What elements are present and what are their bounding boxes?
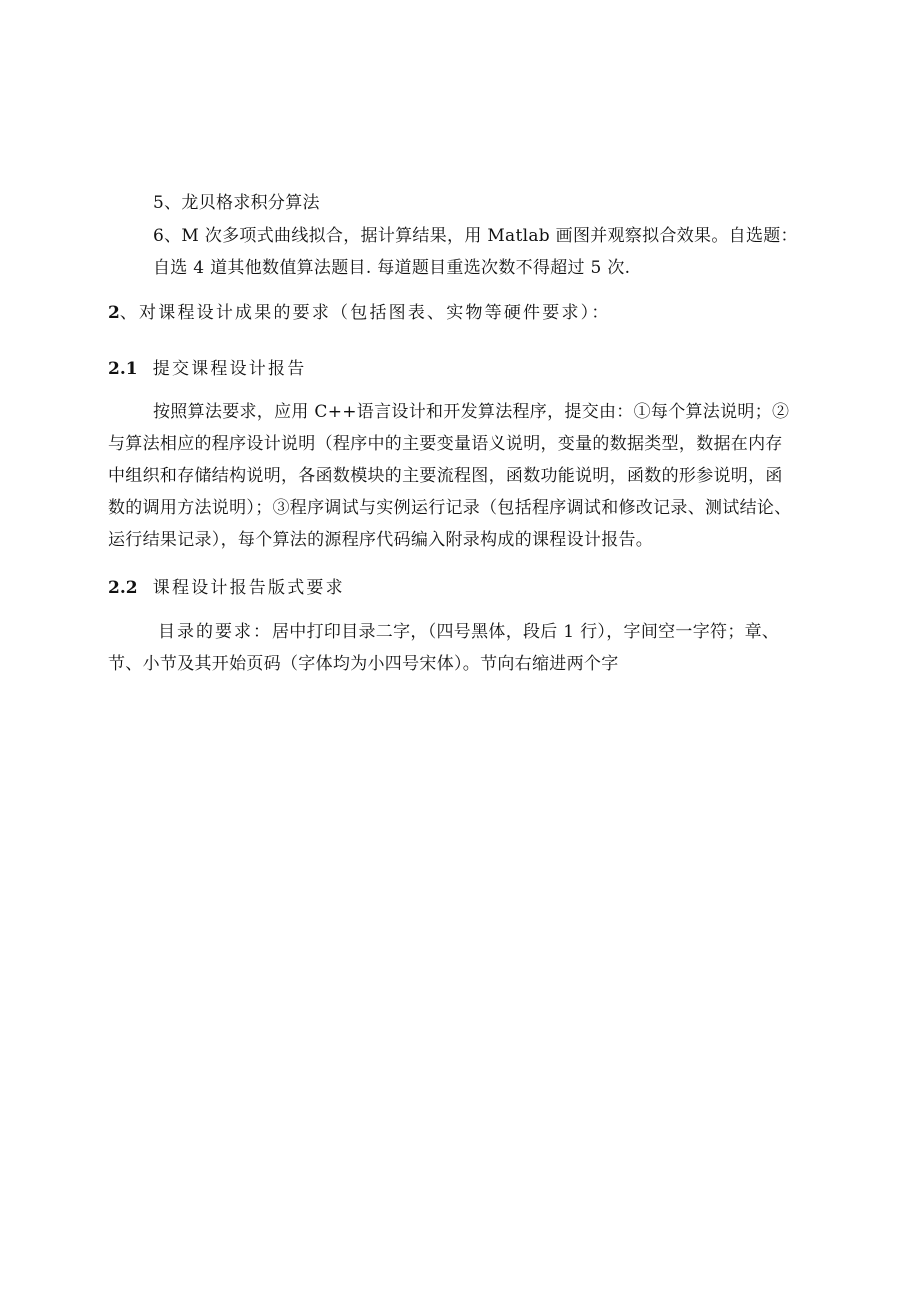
toc-label: 目录的要求： (158, 622, 272, 642)
toc-requirement-line (158, 621, 779, 643)
toc-text: 居中打印目录二字，（四号黑体，段后 1 行），字间空一字符；章、 (272, 622, 780, 642)
section-2-2-number: 2.2 (108, 578, 138, 598)
list-item-5: 5、龙贝格求积分算法 (153, 193, 320, 213)
toc-requirement-line-2: 节、小节及其开始页码（字体均为小四号宋体）。节向右缩进两个字 (108, 654, 619, 674)
section-2-1-title: 提交课程设计报告 (152, 359, 307, 379)
paragraph-line: 与算法相应的程序设计说明（程序中的主要变量语义说明，变量的数据类型，数据在内存 (108, 434, 783, 454)
section-2-1-number: 2.1 (108, 359, 138, 379)
section-2-2-heading (108, 577, 345, 599)
section-2-title: 、对课程设计成果的要求（包括图表、实物等硬件要求）： (119, 303, 611, 323)
paragraph-line: 按照算法要求，应用 C++语言设计和开发算法程序，提交由：①每个算法说明；② (153, 402, 790, 422)
paragraph-line: 运行结果记录），每个算法的源程序代码编入附录构成的课程设计报告。 (108, 530, 654, 550)
section-2-heading (108, 302, 611, 324)
list-item-6: 6、M 次多项式曲线拟合，据计算结果，用 Matlab 画图并观察拟合效果。自选题： (153, 226, 798, 246)
section-2-1-heading (108, 358, 306, 380)
list-item-6-continuation: 自选 4 道其他数值算法题目. 每道题目重选次数不得超过 5 次. (153, 258, 631, 278)
section-2-2-title: 课程设计报告版式要求 (152, 578, 345, 598)
section-2-number: 2 (108, 303, 120, 323)
paragraph-line: 数的调用方法说明）；③程序调试与实例运行记录（包括程序调试和修改记录、测试结论、 (108, 498, 792, 518)
paragraph-line: 中组织和存储结构说明，各函数模块的主要流程图，函数功能说明，函数的形参说明，函 (108, 466, 783, 486)
